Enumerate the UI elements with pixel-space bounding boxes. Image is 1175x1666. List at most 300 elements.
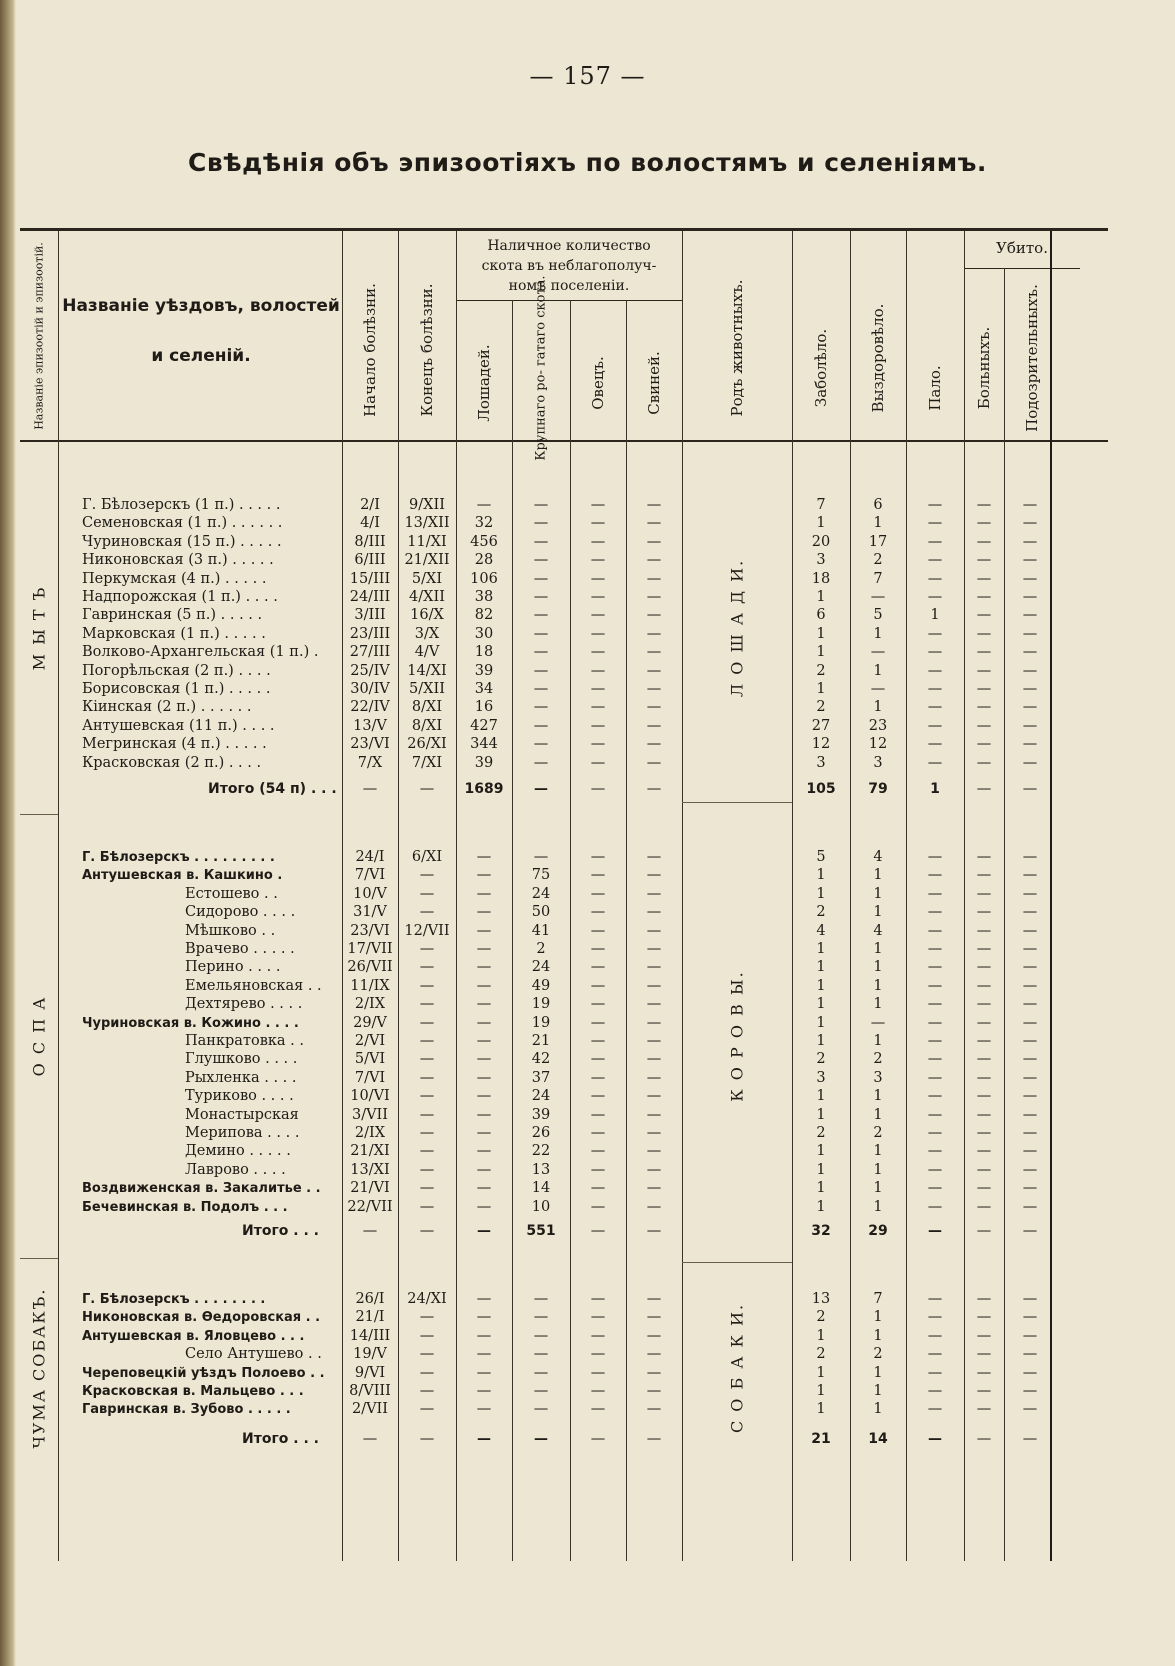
row-name: Семеновская (1 п.) . . . . . . <box>82 515 283 532</box>
cell-end: — <box>419 1014 435 1031</box>
total-label: Итого (54 п) . . . <box>208 781 337 797</box>
cell-pigs: — <box>646 941 662 957</box>
cell-ks: — <box>976 681 992 697</box>
cell-sick: 1 <box>816 1180 826 1197</box>
cell-start: 2/IX <box>354 996 386 1013</box>
cell-pigs: — <box>646 1125 662 1141</box>
cell-died: — <box>927 717 943 734</box>
cell-rec: 7 <box>873 1291 883 1307</box>
cell-cattle: — <box>533 754 549 771</box>
cell-horses: — <box>476 867 492 884</box>
cell-cattle: — <box>533 699 549 716</box>
cell-died: — <box>927 570 943 587</box>
cell-pigs: — <box>646 497 662 513</box>
cell-end: 24/XI <box>407 1291 447 1307</box>
cell-pigs: — <box>646 1401 662 1418</box>
cell-died: — <box>927 904 943 921</box>
row-name: Воздвиженская в. Закалитье . . <box>82 1181 321 1197</box>
total-died: 1 <box>930 781 940 797</box>
cell-cattle: 39 <box>531 1106 551 1123</box>
cell-horses: 427 <box>470 717 498 734</box>
cell-pigs: — <box>646 644 662 661</box>
cell-sick: 1 <box>816 1364 826 1381</box>
cell-cattle: — <box>533 644 549 661</box>
header-name-line1: Названіе уѣздовъ, волостей <box>62 296 340 316</box>
cell-kp: — <box>1022 681 1038 697</box>
row-name: Панкратовка . . <box>185 1033 305 1049</box>
total-end: — <box>419 1223 435 1239</box>
cell-start: 14/III <box>349 1327 391 1344</box>
cell-cattle: — <box>533 1309 549 1326</box>
cell-end: — <box>419 941 435 957</box>
cell-rec: 6 <box>873 497 883 513</box>
cell-sheep: — <box>590 1033 606 1049</box>
cell-horses: — <box>476 1033 492 1049</box>
cell-sick: 1 <box>816 1106 826 1123</box>
cell-kp: — <box>1022 1106 1038 1123</box>
cell-died: — <box>927 941 943 957</box>
row-name: Г. Бѣлозерскъ . . . . . . . . <box>82 1292 266 1307</box>
cell-rec: 1 <box>873 1327 883 1344</box>
cell-ks: — <box>976 533 992 550</box>
cell-kp: — <box>1022 1014 1038 1031</box>
row-name: Чуриновская (15 п.) . . . . . <box>82 533 282 550</box>
cell-sheep: — <box>590 867 606 884</box>
header-epizootic: Названіе эпизоотій и эпизоотій. <box>32 242 46 430</box>
cell-cattle: 42 <box>531 1051 551 1068</box>
total-pigs: — <box>646 1431 662 1447</box>
cell-kp: — <box>1022 515 1038 532</box>
cell-ks: — <box>976 1161 992 1178</box>
cell-died: — <box>927 533 943 550</box>
cell-start: 24/I <box>355 849 385 865</box>
cell-end: — <box>419 1161 435 1178</box>
total-start: — <box>362 1223 378 1239</box>
total-sheep: — <box>590 1223 606 1239</box>
cell-end: 9/XII <box>409 497 445 513</box>
cell-ks: — <box>976 996 992 1013</box>
cell-sick: 1 <box>816 625 826 642</box>
cell-rec: 1 <box>873 867 883 884</box>
cell-start: 2/VII <box>351 1401 389 1418</box>
cell-died: — <box>927 1309 943 1326</box>
cell-start: 21/VI <box>350 1180 390 1197</box>
cell-kp: — <box>1022 662 1038 679</box>
cell-cattle: — <box>533 570 549 587</box>
header-start: Начало болѣзни. <box>361 283 379 417</box>
cell-sick: 12 <box>811 736 831 753</box>
cell-sheep: — <box>590 717 606 734</box>
cell-end: — <box>419 1198 435 1215</box>
cell-sheep: — <box>590 552 606 569</box>
cell-start: 3/III <box>354 607 386 624</box>
row-name: Мѣшково . . <box>185 922 276 939</box>
cell-horses: — <box>476 497 492 513</box>
cell-sick: 3 <box>816 1069 826 1086</box>
cell-sick: 3 <box>816 754 826 771</box>
cell-pigs: — <box>646 1014 662 1031</box>
row-name: Село Антушево . . <box>185 1346 322 1363</box>
cell-cattle: 37 <box>531 1069 551 1086</box>
cell-end: — <box>419 1051 435 1068</box>
cell-start: 22/VII <box>347 1198 393 1215</box>
cell-end: — <box>419 996 435 1013</box>
cell-pigs: — <box>646 1051 662 1068</box>
cell-pigs: — <box>646 959 662 976</box>
cell-sheep: — <box>590 849 606 865</box>
cell-died: — <box>927 552 943 569</box>
row-name: Демино . . . . . <box>185 1143 291 1160</box>
cell-start: 17/VII <box>347 941 393 957</box>
cell-died: — <box>927 1106 943 1123</box>
cell-kp: — <box>1022 533 1038 550</box>
total-horses: 1689 <box>464 781 504 797</box>
cell-pigs: — <box>646 867 662 884</box>
cell-died: — <box>927 625 943 642</box>
cell-start: 23/VI <box>350 736 390 753</box>
cell-rec: 1 <box>873 699 883 716</box>
cell-died: — <box>927 736 943 753</box>
cell-rec: 1 <box>873 1383 883 1399</box>
cell-horses: — <box>476 1309 492 1326</box>
row-name: Гавринская (5 п.) . . . . . <box>82 607 263 624</box>
cell-pigs: — <box>646 699 662 716</box>
cell-died: — <box>927 977 943 994</box>
cell-rec: 2 <box>873 1125 883 1141</box>
cell-horses: 18 <box>474 644 494 661</box>
cell-end: 4/V <box>414 644 440 661</box>
cell-died: — <box>927 515 943 532</box>
cell-start: 27/III <box>349 644 391 661</box>
cell-start: 7/X <box>357 754 383 771</box>
row-name: Мегринская (4 п.) . . . . . <box>82 736 267 753</box>
cell-start: 8/VIII <box>349 1383 391 1399</box>
row-name: Борисовская (1 п.) . . . . . <box>82 681 271 697</box>
disease-label: М Ы Т Ъ <box>29 585 49 671</box>
cell-kp: — <box>1022 1180 1038 1197</box>
cell-start: 26/I <box>355 1291 385 1307</box>
cell-sick: 1 <box>816 1327 826 1344</box>
top-rule <box>20 228 1108 231</box>
cell-pigs: — <box>646 717 662 734</box>
cell-kp: — <box>1022 1143 1038 1160</box>
cell-kp: — <box>1022 1033 1038 1049</box>
cell-cattle: — <box>533 1327 549 1344</box>
cell-ks: — <box>976 625 992 642</box>
cell-rec: 1 <box>873 1161 883 1178</box>
cell-sheep: — <box>590 589 606 605</box>
cell-cattle: 24 <box>531 1088 551 1105</box>
row-name: Г. Бѣлозерскъ . . . . . . . . . <box>82 850 275 865</box>
row-name: Монастырская <box>185 1106 299 1123</box>
header-horses: Лошадей. <box>475 344 493 422</box>
cell-horses: 32 <box>474 515 494 532</box>
cell-end: — <box>419 1383 435 1399</box>
row-name: Глушково . . . . <box>185 1051 298 1068</box>
cell-end: — <box>419 1033 435 1049</box>
header-recovered: Выздоровѣло. <box>869 303 887 413</box>
total-rec: 29 <box>868 1223 888 1239</box>
row-name: Рыхленка . . . . <box>185 1069 297 1086</box>
cell-cattle: — <box>533 717 549 734</box>
cell-sick: 1 <box>816 959 826 976</box>
cell-sick: 1 <box>816 1198 826 1215</box>
row-name: Антушевская (11 п.) . . . . <box>82 717 275 734</box>
cell-kp: — <box>1022 959 1038 976</box>
cell-sick: 1 <box>816 644 826 661</box>
cell-end: 3/X <box>414 625 440 642</box>
cell-died: — <box>927 1401 943 1418</box>
cell-cattle: — <box>533 552 549 569</box>
cell-sheep: — <box>590 941 606 957</box>
cell-rec: — <box>870 589 886 605</box>
epizootic-table <box>20 228 1108 1568</box>
cell-died: — <box>927 1033 943 1049</box>
row-name: Никоновская в. Ѳедоровская . . <box>82 1310 321 1326</box>
cell-ks: — <box>976 885 992 902</box>
cell-start: 9/VI <box>354 1364 386 1381</box>
cell-sheep: — <box>590 607 606 624</box>
row-name: Врачево . . . . . <box>185 941 295 957</box>
cell-cattle: — <box>533 681 549 697</box>
cell-sick: 1 <box>816 867 826 884</box>
cell-cattle: — <box>533 1383 549 1399</box>
cell-pigs: — <box>646 1383 662 1399</box>
total-start: — <box>362 1431 378 1447</box>
cell-sheep: — <box>590 1125 606 1141</box>
cell-sheep: — <box>590 1014 606 1031</box>
cell-sheep: — <box>590 959 606 976</box>
header-cattle: Крупнаго ро- гатаго скота. <box>533 275 549 461</box>
cell-died: — <box>927 1069 943 1086</box>
cell-sick: 7 <box>816 497 826 513</box>
cell-kp: — <box>1022 497 1038 513</box>
cell-rec: 1 <box>873 959 883 976</box>
cell-cattle: — <box>533 1291 549 1307</box>
cell-end: — <box>419 1364 435 1381</box>
cell-end: — <box>419 885 435 902</box>
cell-start: 25/IV <box>350 662 390 679</box>
cell-end: — <box>419 977 435 994</box>
cell-rec: — <box>870 1014 886 1031</box>
cell-sheep: — <box>590 996 606 1013</box>
cell-end: 14/XI <box>407 662 447 679</box>
cell-cattle: 10 <box>531 1198 551 1215</box>
cell-sick: 20 <box>811 533 831 550</box>
cell-horses: 82 <box>474 607 494 624</box>
cell-ks: — <box>976 754 992 771</box>
cell-horses: — <box>476 1069 492 1086</box>
row-name: Череповецкій уѣздъ Полоево . . <box>82 1365 325 1381</box>
cell-start: 31/V <box>353 904 387 921</box>
cell-sick: 2 <box>816 1125 826 1141</box>
row-name: Красковская в. Мальцево . . . <box>82 1384 304 1399</box>
cell-ks: — <box>976 1291 992 1307</box>
cell-sheep: — <box>590 1383 606 1399</box>
cell-cattle: 13 <box>531 1161 551 1178</box>
cell-cattle: 24 <box>531 885 551 902</box>
cell-rec: 17 <box>868 533 888 550</box>
cell-rec: 2 <box>873 1051 883 1068</box>
cell-end: 7/XI <box>411 754 443 771</box>
cell-kp: — <box>1022 1327 1038 1344</box>
cell-end: 5/XII <box>409 681 445 697</box>
cell-died: — <box>927 1327 943 1344</box>
total-ks: — <box>976 781 992 797</box>
cell-start: 21/I <box>355 1309 385 1326</box>
cell-end: — <box>419 904 435 921</box>
cell-pigs: — <box>646 885 662 902</box>
cell-ks: — <box>976 699 992 716</box>
cell-sick: 2 <box>816 1346 826 1363</box>
cell-died: — <box>927 644 943 661</box>
cell-kp: — <box>1022 867 1038 884</box>
cell-rec: 1 <box>873 1180 883 1197</box>
cell-kp: — <box>1022 1346 1038 1363</box>
cell-sheep: — <box>590 1069 606 1086</box>
cell-kp: — <box>1022 754 1038 771</box>
cell-rec: 1 <box>873 1106 883 1123</box>
cell-start: 23/III <box>349 625 391 642</box>
cell-start: 8/III <box>354 533 386 550</box>
header-killed-suspicious: Подозрительныхъ. <box>1023 284 1041 432</box>
cell-sheep: — <box>590 1364 606 1381</box>
header-sheep: Овецъ. <box>589 356 607 410</box>
total-sheep: — <box>590 1431 606 1447</box>
cell-ks: — <box>976 941 992 957</box>
cell-sheep: — <box>590 625 606 642</box>
cell-start: 10/VI <box>350 1088 390 1105</box>
cell-died: 1 <box>930 607 940 624</box>
cell-sheep: — <box>590 1161 606 1178</box>
cell-pigs: — <box>646 904 662 921</box>
cell-horses: — <box>476 1401 492 1418</box>
cell-died: — <box>927 1180 943 1197</box>
header-died: Пало. <box>926 365 944 411</box>
cell-start: 22/IV <box>350 699 390 716</box>
row-name: Перино . . . . <box>185 959 281 976</box>
cell-pigs: — <box>646 977 662 994</box>
cell-died: — <box>927 497 943 513</box>
cell-end: — <box>419 1180 435 1197</box>
cell-end: — <box>419 1143 435 1160</box>
cell-kp: — <box>1022 1383 1038 1399</box>
cell-cattle: 26 <box>531 1125 551 1141</box>
cell-horses: — <box>476 977 492 994</box>
header-stock-group: Наличное количество скота въ неблагополуч- номъ поселеніи. <box>481 238 657 294</box>
cell-sick: 4 <box>816 922 826 939</box>
cell-ks: — <box>976 1309 992 1326</box>
cell-died: — <box>927 1088 943 1105</box>
cell-horses: 106 <box>470 570 498 587</box>
cell-sick: 1 <box>816 1143 826 1160</box>
cell-sick: 18 <box>811 570 831 587</box>
cell-died: — <box>927 1161 943 1178</box>
total-end: — <box>419 781 435 797</box>
row-name: Антушевская в. Яловцево . . . <box>82 1328 305 1344</box>
cell-horses: — <box>476 996 492 1013</box>
cell-died: — <box>927 1014 943 1031</box>
cell-rec: 3 <box>873 754 883 771</box>
cell-end: 4/XII <box>409 589 445 605</box>
cell-kp: — <box>1022 904 1038 921</box>
stock-group-rule <box>456 300 682 301</box>
row-name: Сидорово . . . . <box>185 904 296 921</box>
row-name: Кіинская (2 п.) . . . . . . <box>82 699 252 716</box>
cell-start: 6/III <box>354 552 386 569</box>
cell-pigs: — <box>646 570 662 587</box>
row-name: Никоновская (3 п.) . . . . . <box>82 552 274 569</box>
cell-rec: 1 <box>873 515 883 532</box>
cell-died: — <box>927 849 943 865</box>
cell-sick: 1 <box>816 977 826 994</box>
cell-cattle: — <box>533 1364 549 1381</box>
cell-kp: — <box>1022 1125 1038 1141</box>
total-rec: 79 <box>868 781 888 797</box>
cell-sheep: — <box>590 1346 606 1363</box>
row-name: Бечевинская в. Подолъ . . . <box>82 1199 288 1215</box>
page-number: — 157 — <box>529 62 646 90</box>
cell-end: 8/XI <box>411 699 443 716</box>
cell-ks: — <box>976 1125 992 1141</box>
cell-end: 12/VII <box>404 922 450 939</box>
cell-cattle: 75 <box>531 867 551 884</box>
cell-sheep: — <box>590 1309 606 1326</box>
cell-died: — <box>927 1383 943 1399</box>
cell-start: 10/V <box>353 885 387 902</box>
cell-cattle: 22 <box>531 1143 551 1160</box>
cell-rec: 1 <box>873 1364 883 1381</box>
cell-cattle: 2 <box>536 941 546 957</box>
cell-sick: 1 <box>816 589 826 605</box>
cell-start: 30/IV <box>350 681 390 697</box>
cell-end: 26/XI <box>407 736 447 753</box>
cell-rec: 1 <box>873 1088 883 1105</box>
cell-rec: — <box>870 644 886 661</box>
cell-sheep: — <box>590 515 606 532</box>
total-sick: 32 <box>811 1223 831 1239</box>
disease-label: ЧУМА СОБАКЪ. <box>29 1287 49 1449</box>
cell-start: 4/I <box>360 515 380 532</box>
cell-pigs: — <box>646 1033 662 1049</box>
cell-sick: 1 <box>816 941 826 957</box>
header-sick: Заболѣло. <box>812 328 830 408</box>
cell-horses: — <box>476 959 492 976</box>
cell-start: 5/VI <box>354 1051 386 1068</box>
cell-horses: 28 <box>474 552 494 569</box>
cell-sheep: — <box>590 644 606 661</box>
cell-rec: 1 <box>873 1401 883 1418</box>
cell-end: — <box>419 1106 435 1123</box>
cell-kp: — <box>1022 977 1038 994</box>
total-cattle: — <box>534 1431 548 1447</box>
cell-sick: 2 <box>816 662 826 679</box>
cell-ks: — <box>976 867 992 884</box>
cell-cattle: 41 <box>531 922 551 939</box>
cell-rec: 12 <box>868 736 888 753</box>
cell-end: — <box>419 1309 435 1326</box>
cell-rec: — <box>870 681 886 697</box>
cell-kp: — <box>1022 625 1038 642</box>
cell-ks: — <box>976 1051 992 1068</box>
cell-pigs: — <box>646 607 662 624</box>
cell-horses: — <box>476 885 492 902</box>
cell-start: 29/V <box>353 1014 387 1031</box>
cell-end: 13/XII <box>404 515 450 532</box>
cell-horses: — <box>476 904 492 921</box>
cell-ks: — <box>976 1327 992 1344</box>
cell-sick: 2 <box>816 1051 826 1068</box>
